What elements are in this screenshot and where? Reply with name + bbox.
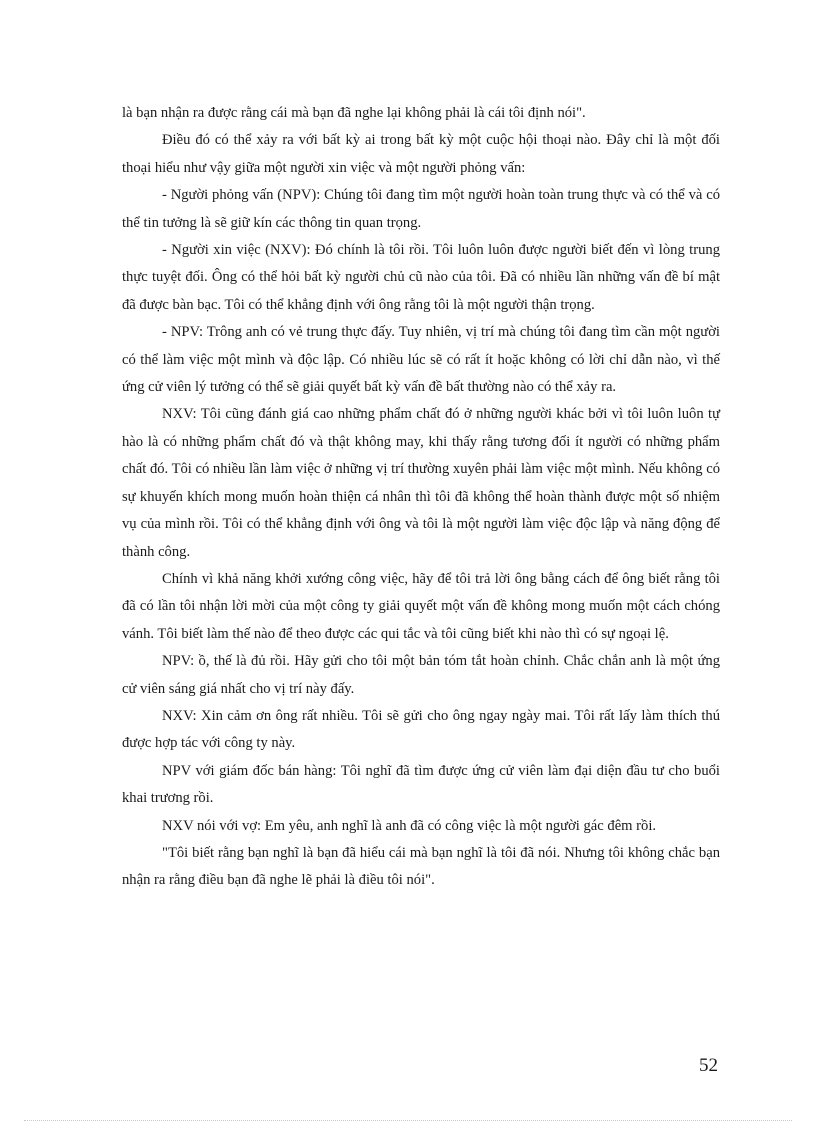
paragraph: là bạn nhận ra được rằng cái mà bạn đã nghe lại không phải là cái tôi định nói". (122, 105, 586, 121)
paragraph: - NPV: Trông anh có vẻ trung thực đấy. Tuy nhiên, vị trí mà chúng tôi đang tìm cần một người có thể làm việc một mình và độc lập. Có nhiều lúc sẽ có rất ít hoặc không có lời chỉ dẫn nào, vì thế ứng cử viên lý tưởng có thể sẽ giải quyết bất kỳ vấn đề bất thường nào có thể xảy ra. (122, 324, 720, 396)
paragraph: NXV: Xin cảm ơn ông rất nhiều. Tôi sẽ gửi cho ông ngay ngày mai. Tôi rất lấy làm thích thú được hợp tác với công ty này. (122, 707, 720, 752)
paragraph: Điều đó có thể xảy ra với bất kỳ ai trong bất kỳ một cuộc hội thoại nào. Đây chỉ là một đối thoại hiểu như vậy giữa một người xin việc và một người phỏng vấn: (122, 132, 720, 176)
footer-divider (24, 1120, 792, 1121)
page-number: 52 (699, 1055, 718, 1076)
paragraph: "Tôi biết rằng bạn nghĩ là bạn đã hiểu cái mà bạn nghĩ là tôi đã nói. Nhưng tôi không chắc bạn nhận ra rằng điều bạn đã nghe lẽ phải là điều tôi nói". (122, 844, 720, 889)
paragraph: NPV với giám đốc bán hàng: Tôi nghĩ đã tìm được ứng cử viên làm đại diện đầu tư cho buổi khai trương rồi. (122, 762, 720, 807)
paragraph: NXV nói với vợ: Em yêu, anh nghĩ là anh đã có công việc là một người gác đêm rồi. (162, 817, 657, 834)
paragraph: - Người phỏng vấn (NPV): Chúng tôi đang tìm một người hoàn toàn trung thực và có thể và có thể tin tưởng là sẽ giữ kín các thông tin quan trọng. (122, 187, 720, 231)
paragraph: NPV: ồ, thế là đủ rồi. Hãy gửi cho tôi một bản tóm tắt hoàn chỉnh. Chắc chắn anh là một ứng cử viên sáng giá nhất cho vị trí này đấy. (122, 653, 720, 697)
paragraph: NXV: Tôi cũng đánh giá cao những phẩm chất đó ở những người khác bởi vì tôi luôn luôn tự hào là có những phẩm chất đó và thật không may, khi thấy rằng tương đối ít người có những phẩm chất đó. Tôi có nhiều lần làm việc ở những vị trí thường xuyên phải làm việc một mình. Nếu không có sự khuyến khích mong muốn hoàn thiện cá nhân thì tôi đã không thể hoàn thành được một số nhiệm vụ của mình rồi. Tôi có thể khẳng định với ông và tôi là một người làm việc độc lập và năng động để thành công. (122, 406, 720, 560)
paragraph: - Người xin việc (NXV): Đó chính là tôi rồi. Tôi luôn luôn được người biết đến vì lòng trung thực tuyệt đối. Ông có thể hỏi bất kỳ người chủ cũ nào của tôi. Đã có nhiều lần những vấn đề bí mật đã được bàn bạc. Tôi có thể khẳng định với ông rằng tôi là một người thận trọng. (122, 242, 720, 313)
body-text (122, 100, 720, 895)
paragraph: Chính vì khả năng khởi xướng công việc, hãy để tôi trả lời ông bằng cách để ông biết rằng tôi đã có lần tôi nhận lời mời của một công ty giải quyết một vấn đề không mong muốn một cách chóng vánh. Tôi biết làm thế nào để theo được các qui tắc và tôi cũng biết khi nào thì có sự ngoại lệ. (122, 570, 720, 642)
